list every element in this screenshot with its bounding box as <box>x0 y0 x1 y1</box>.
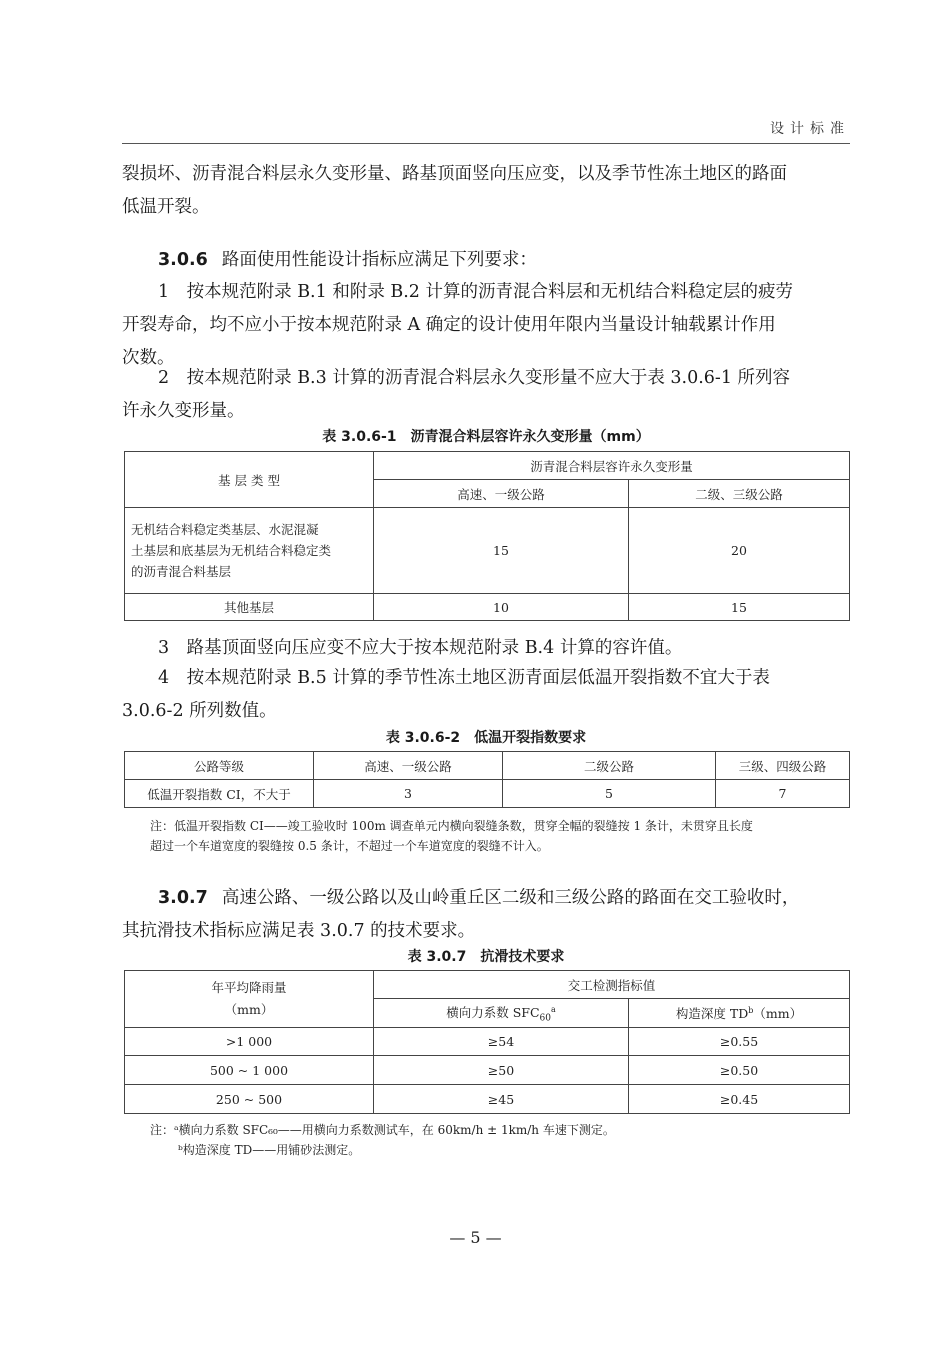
footnote-mark: b <box>748 1005 754 1015</box>
header-line: 年平均降雨量 <box>211 980 287 995</box>
row-label: 低温开裂指数 CI，不大于 <box>125 780 314 808</box>
column-header: 高速、一级公路 <box>374 480 629 508</box>
table-cell: 250 ~ 500 <box>125 1085 374 1114</box>
column-header <box>125 971 374 1028</box>
clause-text: 高速公路、一级公路以及山岭重丘区二级和三级公路的路面在交工验收时， <box>221 888 800 908</box>
table-row <box>125 508 850 594</box>
permanent-deformation-table <box>124 451 850 621</box>
table-row <box>125 1028 850 1056</box>
note-line: 超过一个车道宽度的裂缝按 0.5 条计，不超过一个车道宽度的裂缝不计入。 <box>150 839 549 853</box>
table-row <box>125 594 850 621</box>
table-cell <box>125 508 374 594</box>
column-group-header: 沥青混合料层容许永久变形量 <box>374 452 850 480</box>
table-caption: 表 3.0.7 抗滑技术要求 <box>407 949 565 965</box>
page-number: — 5 — <box>449 1228 502 1247</box>
table-row <box>125 1085 850 1114</box>
low-temperature-cracking-table <box>124 751 850 808</box>
text-line: 次数。 <box>122 348 175 368</box>
item-3 <box>122 632 850 665</box>
table-cell: 15 <box>629 594 850 621</box>
text-line: 1 按本规范附录 B.1 和附录 B.2 计算的沥青混合料层和无机结合料稳定层的疲劳 <box>158 282 793 302</box>
note-line: ᵇ构造深度 TD——用铺砂法测定。 <box>178 1143 361 1157</box>
table-note <box>150 1120 850 1160</box>
clause-number: 3.0.6 <box>158 250 208 270</box>
clause-number: 3.0.7 <box>158 888 208 908</box>
column-header: 二级公路 <box>503 752 716 780</box>
cell-line: 的沥青混合料基层 <box>131 564 232 579</box>
table-cell: >1 000 <box>125 1028 374 1056</box>
text-line: 4 按本规范附录 B.5 计算的季节性冻土地区沥青面层低温开裂指数不宜大于表 <box>158 668 770 688</box>
text-line: 2 按本规范附录 B.3 计算的沥青混合料层永久变形量不应大于表 3.0.6-1 所列容 <box>158 368 791 388</box>
table-note <box>150 816 850 856</box>
text-line: 裂损坏、沥青混合料层永久变形量、路基顶面竖向压应变，以及季节性冻土地区的路面 <box>122 164 787 184</box>
item-4 <box>122 662 850 728</box>
table-caption: 表 3.0.6-1 沥青混合料层容许永久变形量（mm） <box>322 429 650 445</box>
subscript: 60 <box>539 1013 551 1024</box>
table-header-row <box>125 752 850 780</box>
table-cell: 5 <box>503 780 716 808</box>
text-line: 许永久变形量。 <box>122 401 245 421</box>
item-2 <box>122 362 850 428</box>
table-cell: 其他基层 <box>125 594 374 621</box>
column-header: 二级、三级公路 <box>629 480 850 508</box>
table-row <box>125 780 850 808</box>
table-cell: 15 <box>374 508 629 594</box>
table-row <box>125 1056 850 1085</box>
table-cell: ≥54 <box>374 1028 629 1056</box>
text-line: 3 路基顶面竖向压应变不应大于按本规范附录 B.4 计算的容许值。 <box>158 638 683 658</box>
column-header: 三级、四级公路 <box>716 752 850 780</box>
cell-line: 土基层和底基层为无机结合料稳定类 <box>131 543 332 558</box>
clause-3-0-6 <box>122 244 850 277</box>
note-line: 注：ᵃ横向力系数 SFC₆₀——用横向力系数测试车，在 60km/h ± 1km/h 车速下测定。 <box>150 1123 615 1137</box>
header-unit: （mm） <box>753 1006 803 1021</box>
item-1 <box>122 276 850 375</box>
table-cell: 3 <box>314 780 503 808</box>
table-caption: 表 3.0.6-2 低温开裂指数要求 <box>385 730 587 746</box>
column-header <box>374 999 629 1028</box>
paragraph-continuation <box>122 158 850 224</box>
table-cell: ≥50 <box>374 1056 629 1085</box>
column-group-header: 交工检测指标值 <box>374 971 850 999</box>
header-text: 构造深度 TD <box>675 1006 749 1021</box>
header-line: （mm） <box>224 1002 274 1017</box>
column-header: 高速、一级公路 <box>314 752 503 780</box>
header-rule <box>122 143 850 144</box>
text-line: 开裂寿命，均不应小于按本规范附录 A 确定的设计使用年限内当量设计轴载累计作用 <box>122 315 776 335</box>
table-cell: 20 <box>629 508 850 594</box>
column-header <box>629 999 850 1028</box>
column-header: 基 层 类 型 <box>125 452 374 508</box>
skid-resistance-table <box>124 970 850 1114</box>
note-line: 注：低温开裂指数 CI——竣工验收时 100m 调查单元内横向裂缝条数，贯穿全幅的裂缝按 1 条计，未贯穿且长度 <box>150 819 753 833</box>
table-cell: ≥0.45 <box>629 1085 850 1114</box>
text-line: 3.0.6-2 所列数值。 <box>122 701 277 721</box>
text-line: 其抗滑技术指标应满足表 3.0.7 的技术要求。 <box>122 921 476 941</box>
table-cell: ≥0.50 <box>629 1056 850 1085</box>
header-text: 横向力系数 SFC <box>446 1004 540 1020</box>
table-cell: ≥0.55 <box>629 1028 850 1056</box>
clause-3-0-7 <box>122 882 850 948</box>
text-line: 低温开裂。 <box>122 197 210 217</box>
cell-line: 无机结合料稳定类基层、水泥混凝 <box>131 522 319 537</box>
table-cell: 10 <box>374 594 629 621</box>
running-header: 设计标准 <box>770 121 850 137</box>
table-cell: 7 <box>716 780 850 808</box>
footnote-mark: a <box>550 1004 556 1014</box>
column-header: 公路等级 <box>125 752 314 780</box>
table-cell: ≥45 <box>374 1085 629 1114</box>
table-cell: 500 ~ 1 000 <box>125 1056 374 1085</box>
clause-text: 路面使用性能设计指标应满足下列要求： <box>221 250 537 270</box>
